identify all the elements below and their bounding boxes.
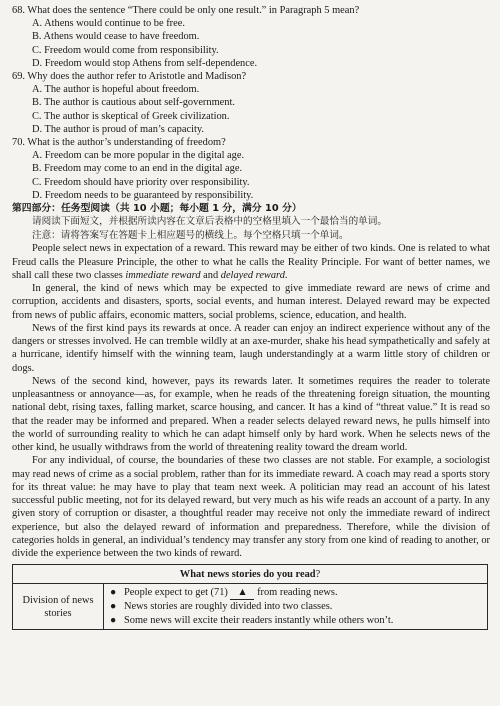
option-d: D. The author is proud of man’s capacity. [32,123,204,135]
term-immediate-reward: immediate reward [125,269,201,281]
option-c: C. Freedom should have priority over responsibility. [32,176,250,188]
passage-paragraph-3: News of the first kind pays its rewards at once. A reader can enjoy an indirect experience without any of the dangers or stresses involved. He can tremble wildly at an axe-murder, shake his head sympathetically and safely at a hurricane, identify himself with the winning team, laugh understandingly at a warm little story of children or dogs. [12,322,490,374]
answer-blank-71[interactable]: ▲ [230,586,254,600]
table-title-mark: ? [315,568,321,580]
question-stem: 68. What does the sentence “There could be only one result.” in Paragraph 5 mean? [12,5,360,16]
table-row-content [104,584,488,630]
passage-paragraph-2: In general, the kind of news which may be expected to give immediate reward are news of crime and corruption, accidents and disasters, sports, social events, and human interest. Delayed reward may be expected from news of public affairs, economic matters, social problems, science, education, and health. [12,283,490,321]
bullet-text: People expect to get (71) [124,587,231,599]
option-a: A. Athens would continue to be free. [32,18,185,30]
question-stem: 70. What is the author’s understanding of freedom? [12,137,226,149]
option-c: C. Freedom would come from responsibility. [32,44,219,56]
question-69 [12,70,490,136]
table-title-text: What news stories do you read [179,568,316,580]
paragraph-text: and [200,269,221,281]
bullet-icon: ● [110,614,117,626]
section-instruction: 请阅读下面短文，并根据所读内容在文章后表格中的空格里填入一个最恰当的单词。 [32,216,387,228]
bullet-icon: ● [110,601,117,613]
reading-passage [12,242,490,560]
option-b: B. Athens would cease to have freedom. [32,31,200,43]
option-d: D. Freedom would stop Athens from self-dependence. [32,57,258,69]
passage-paragraph-4: News of the second kind, however, pays its rewards later. It sometimes requires the reader to tolerate unpleasantness or annoyance—as, for example, when he reads of the threatening foreign situation, the mounting national debt, rising taxes, falling market, scarce housing, and cancer. It has a kind of “threat value.” It is read so that the reader may be informed and prepared. When a reader selects delayed reward news, he pulls himself into the world of surrounding reality to which he can adapt himself only by hard work. When he selects news of the other kind, he usually withdraws from the world of threatening reality toward the dream world. [12,375,490,454]
passage-paragraph-1 [12,242,490,282]
bullet-text: News stories are roughly divided into two classes. [124,601,333,613]
section-note: 注意：请将答案写在答题卡上相应题号的横线上。每个空格只填一个单词。 [32,229,349,241]
bullet-text: Some news will excite their readers instantly while others won’t. [124,614,394,626]
paragraph-text: People select news in expectation of a reward. This reward may be either of two kinds. One is related to what Freud calls the Pleasure Principle, the other to what he calls the Reality Principle. For want of better names, we shall call these two classes [12,243,490,281]
bullet-text: from reading news. [254,587,338,599]
summary-table [12,564,488,630]
option-a: A. Freedom can be more popular in the digital age. [32,150,245,162]
option-c: C. The author is skeptical of Greek civilization. [32,110,230,122]
section-title: 第四部分：任务型阅读（共 10 小题；每小题 1 分，满分 10 分） [12,203,302,215]
table-title [13,565,488,584]
table-bullet-3 [110,614,481,627]
term-delayed-reward: delayed reward [220,269,285,281]
question-stem: 69. Why does the author refer to Aristotle and Madison? [12,71,247,83]
table-bullet-2 [110,600,481,613]
question-70 [12,136,490,202]
option-b: B. Freedom may come to an end in the digital age. [32,163,243,175]
option-d: D. Freedom needs to be guaranteed by responsibility. [32,189,254,201]
table-bullet-1 [110,586,481,600]
question-68 [12,4,490,70]
option-a: A. The author is hopeful about freedom. [32,84,200,96]
table-row-header: Division of news stories [13,584,104,630]
paragraph-text: . [284,269,288,281]
option-b: B. The author is cautious about self-government. [32,97,235,109]
passage-paragraph-5: For any individual, of course, the boundaries of these two classes are not stable. For example, a sociologist may read news of crime as a social problem, rather than for its immediate reward. A coach may read a sports story for its threat value: he may have to play that team next week. A politician may read an account of his latest successful public meeting, not for its delayed reward, but very much as his wife reads an account of a party. In any given story of corruption or disaster, a thoughtful reader may receive not only the immediate reward of indirect experience, but also the delayed reward of information and preparedness. Therefore, while the division of categories holds in general, an individual’s tendency may transfer any story from one kind of reading to another, or divide the experience between the two kinds of reward. [12,455,490,560]
bullet-icon: ● [110,587,117,599]
